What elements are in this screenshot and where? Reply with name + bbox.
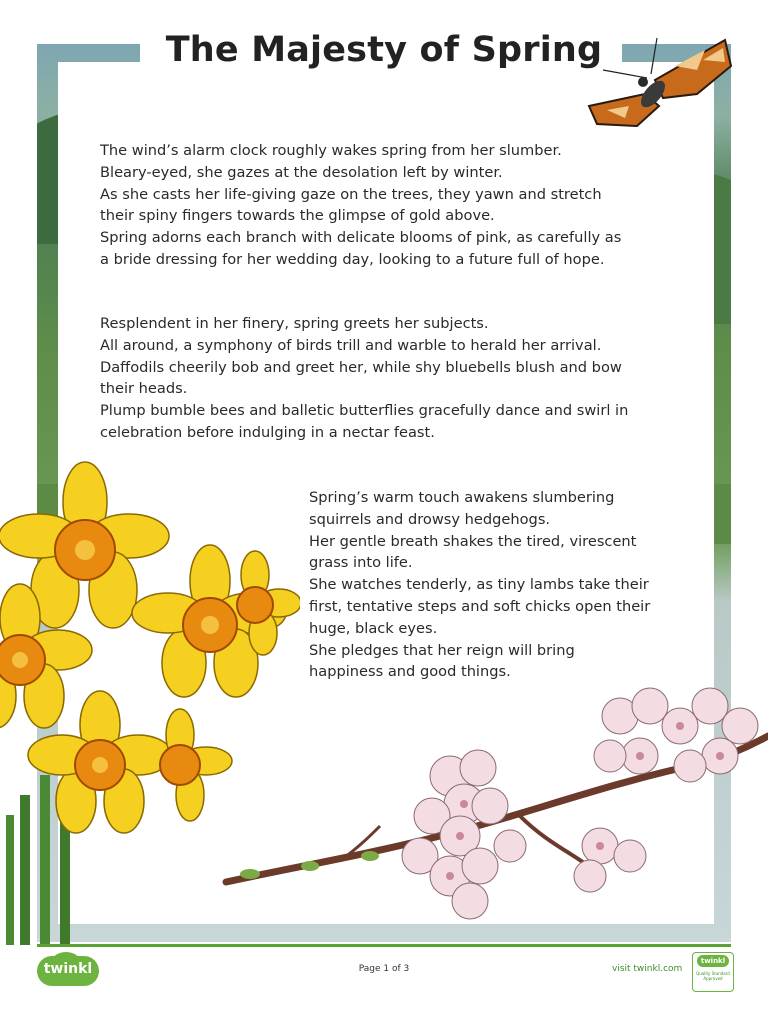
visit-link[interactable]: visit twinkl.com (612, 964, 683, 974)
page-number: Page 1 of 3 (358, 964, 410, 974)
poem-line: first, tentative steps and soft chicks open their (309, 597, 651, 615)
poem-stanza-1 (100, 140, 621, 271)
poem-line: Spring’s warm touch awakens slumbering (309, 489, 615, 506)
poem-line: Daffodils cheerily bob and greet her, while shy bluebells blush and bow (100, 358, 622, 376)
poem-line: She watches tenderly, as tiny lambs take their (309, 576, 649, 594)
poem-line: happiness and good things. (309, 663, 511, 681)
badge-title: twinkl (697, 955, 729, 967)
poem-line: huge, black eyes. (309, 619, 438, 637)
blossom-illustration (220, 676, 768, 940)
poem-line: All around, a symphony of birds trill and warble to herald her arrival. (100, 336, 602, 354)
poem-line: Plump bumble bees and balletic butterflies gracefully dance and swirl in (100, 402, 629, 420)
poem-line: Spring adorns each branch with delicate blooms of pink, as carefully as (100, 229, 622, 247)
poem-line: Resplendent in her finery, spring greets her subjects. (100, 315, 489, 332)
poem-line: She pledges that her reign will bring (309, 641, 575, 659)
poem-stanza-3 (309, 487, 650, 683)
poem-line: The wind’s alarm clock roughly wakes spring from her slumber. (100, 142, 562, 159)
poem-stanza-2 (100, 313, 628, 444)
quality-badge (692, 952, 734, 992)
badge-subtitle: Quality Standard Approved (696, 971, 730, 981)
poem-line: a bride dressing for her wedding day, looking to a future full of hope. (100, 250, 605, 268)
logo-text: twinkl (43, 961, 93, 977)
poem-line: Her gentle breath shakes the tired, virescent (309, 532, 637, 550)
cherry-blossom-icon (226, 688, 768, 919)
page-title: The Majesty of Spring (165, 30, 603, 70)
poem-line: their heads. (100, 380, 188, 398)
butterfly-icon (589, 38, 731, 126)
butterfly-illustration (585, 36, 735, 131)
poem-line: their spiny fingers towards the glimpse of gold above. (100, 207, 495, 225)
poem-line: celebration before indulging in a nectar feast. (100, 423, 435, 441)
poem-line: grass into life. (309, 554, 413, 572)
footer-divider (37, 944, 731, 947)
poem-line: squirrels and drowsy hedgehogs. (309, 510, 551, 528)
poem-line: Bleary-eyed, she gazes at the desolation left by winter. (100, 163, 503, 181)
poem-line: As she casts her life-giving gaze on the trees, they yawn and stretch (100, 185, 602, 203)
